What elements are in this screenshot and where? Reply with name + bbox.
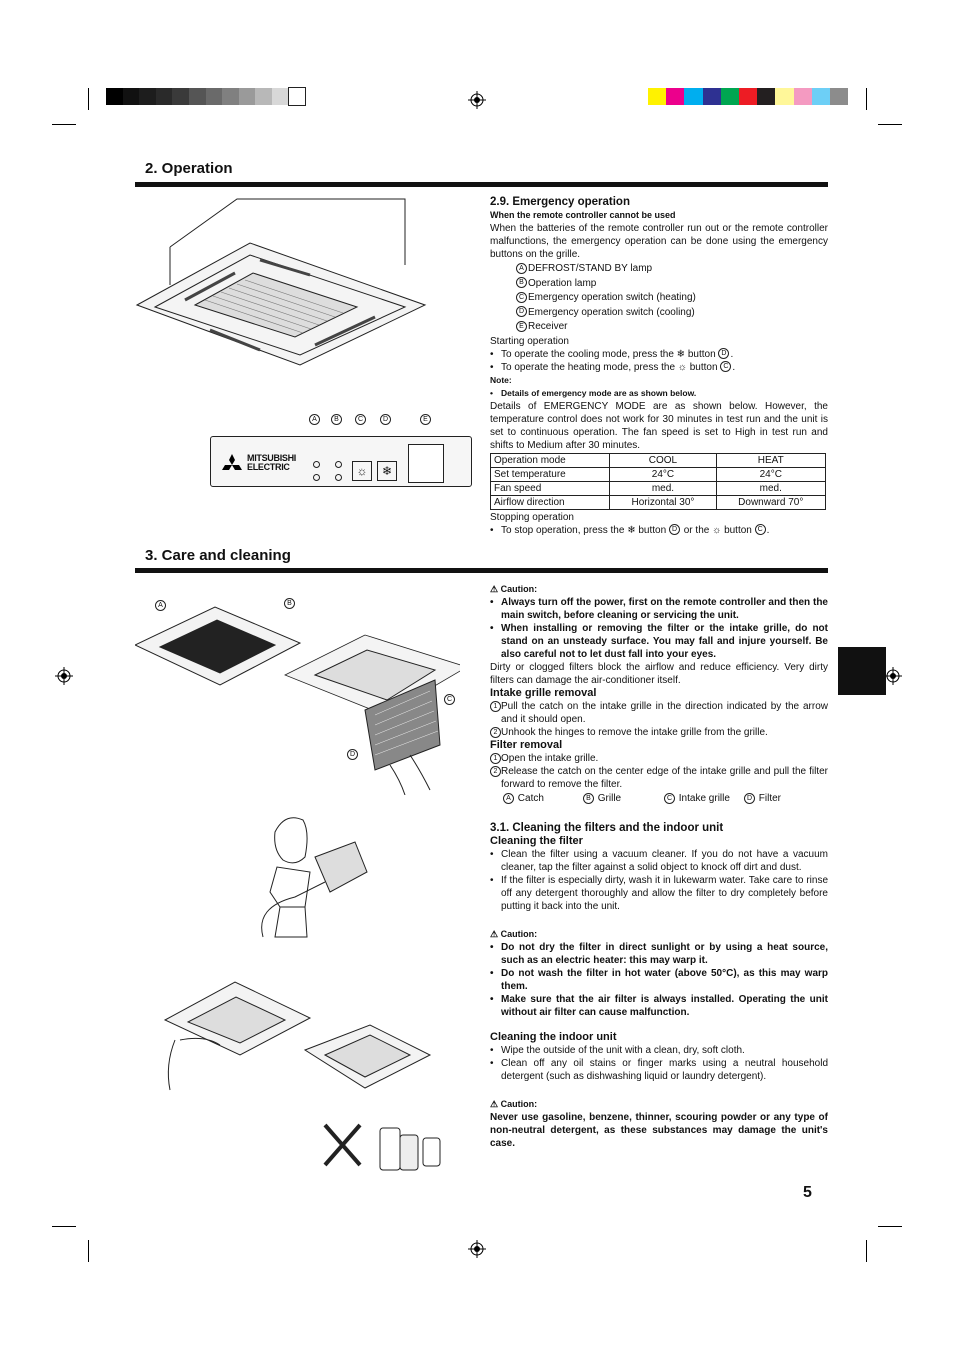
crop-mark [866, 1240, 867, 1262]
section-title-operation: 2. Operation [145, 160, 233, 177]
cool-symbol-icon: ❄ [676, 348, 686, 360]
figure-label-c: C [444, 694, 456, 705]
figure-label-d: D [347, 749, 359, 760]
table-row: Set temperature 24°C 24°C [491, 467, 826, 481]
parts-item: C Intake grille [664, 792, 744, 805]
emergency-cooling-button[interactable]: ❄ [377, 461, 397, 481]
registration-mark-icon [55, 667, 73, 685]
section-title-care-cleaning: 3. Care and cleaning [145, 547, 291, 564]
caution-item: • Always turn off the power, first on the remote controller and then the main switch, before cleaning or servicing the unit. [490, 597, 828, 621]
defrost-lamp-symbol-icon [313, 474, 320, 481]
table-row: Operation mode COOL HEAT [491, 453, 826, 467]
starting-operation-label: Starting operation [490, 335, 569, 347]
caution-item: • Make sure that the air filter is always installed. Operating the unit without air filter can cause malfunction. [490, 994, 828, 1018]
indoor-item: • Wipe the outside of the unit with a clean, dry, soft cloth. [490, 1045, 745, 1056]
emergency-operation-heading: 2.9. Emergency operation [490, 196, 630, 208]
parts-item: A Catch [503, 792, 583, 805]
indoor-item: • Clean off any oil stains or finger marks using a neutral household detergent (such as dishwashing liquid or laundry detergent). [490, 1058, 828, 1082]
crop-mark [878, 124, 902, 125]
color-swatch [757, 88, 775, 105]
panel-label-c: C [355, 414, 367, 425]
legend-item: A DEFROST/STAND BY lamp [516, 262, 828, 277]
color-swatch [684, 88, 702, 105]
intake-step: 2 Unhook the hinges to remove the intake grille from the grille. [490, 726, 828, 739]
registration-mark-icon [468, 1240, 486, 1258]
panel-label-a: A [309, 414, 321, 425]
caution-heading: ⚠ Caution: [490, 1099, 538, 1109]
operation-lamp [335, 461, 342, 468]
legend-item: C Emergency operation switch (heating) [516, 291, 828, 306]
caution-item: • Do not dry the filter in direct sunlight or by using a heat source, such as an electric heater: this may warp it. [490, 942, 828, 966]
crop-mark [866, 88, 867, 110]
care-cleaning-text [490, 583, 828, 1150]
color-swatch [830, 88, 848, 105]
filter-removal-heading: Filter removal [490, 739, 563, 751]
cleaning-filter-heading: Cleaning the filter [490, 835, 583, 847]
color-swatch [794, 88, 812, 105]
color-swatch [812, 88, 830, 105]
mitsubishi-logo-icon [221, 453, 243, 475]
stopping-operation-label: Stopping operation [490, 511, 574, 523]
cleaning-indoor-heading: Cleaning the indoor unit [490, 1031, 617, 1043]
color-swatch [172, 88, 189, 105]
legend-item: B Operation lamp [516, 277, 828, 292]
caution-heading: ⚠ Caution: [490, 584, 538, 594]
color-swatch [721, 88, 739, 105]
color-swatch [666, 88, 684, 105]
grille-control-panel [210, 436, 472, 487]
color-swatch [775, 88, 793, 105]
panel-label-b: B [331, 414, 343, 425]
defrost-lamp [313, 461, 320, 468]
cleaning-item: • Clean the filter using a vacuum cleaner. If you do not have a vacuum cleaner, tap the filter against a solid object to knock off dirt and dust. [490, 849, 828, 873]
caution-item: • Do not wash the filter in hot water (above 50°C), as this may warp them. [490, 968, 828, 992]
vacuum-cleaning-illustration [255, 812, 370, 942]
color-swatch [289, 88, 306, 105]
section-divider [135, 182, 828, 187]
cool-symbol-icon: ❄ [627, 524, 636, 536]
emergency-legend [490, 262, 828, 335]
crop-mark [88, 88, 89, 110]
section-divider [135, 568, 828, 573]
color-swatch [255, 88, 272, 105]
section-thumb-tab [838, 647, 886, 695]
cleaning-item: • If the filter is especially dirty, wash it in lukewarm water. Take care to rinse off any detergent thoroughly and allow the filter to dry completely before putting it back into the unit. [490, 875, 828, 912]
crop-mark [52, 124, 76, 125]
figure-label-b: B [284, 598, 296, 609]
emergency-operation-text [490, 195, 828, 537]
emergency-heating-button[interactable]: ☼ [352, 461, 372, 481]
registration-mark-icon [884, 667, 902, 685]
figure-label-a: A [155, 600, 167, 611]
filter-step: 2 Release the catch on the center edge of the intake grille and pull the filter forward to remove the filter. [490, 765, 828, 791]
caution-text: Never use gasoline, benzene, thinner, scouring powder or any type of non-neutral detergent, as these substances may damage the unit's case. [490, 1112, 828, 1149]
table-row: Fan speed med. med. [491, 481, 826, 495]
indoor-unit-cleaning-illustration [160, 980, 445, 1175]
filter-removal-illustration [135, 595, 460, 795]
color-swatch [703, 88, 721, 105]
emergency-subheading: When the remote controller cannot be used [490, 210, 676, 220]
note-label: Note: [490, 374, 512, 385]
caution-heading: ⚠ Caution: [490, 929, 538, 939]
warning-triangle-icon: ⚠ [490, 1099, 499, 1109]
color-swatch [239, 88, 256, 105]
crop-mark [88, 1240, 89, 1262]
emergency-intro: When the batteries of the remote controller run out or the remote controller malfunctions, the emergency operation can be done using the emergency buttons on the grille. [490, 223, 828, 260]
brand-name-line1: MITSUBISHI [247, 453, 297, 463]
color-swatch [123, 88, 140, 105]
page-number: 5 [803, 1184, 812, 1201]
heat-symbol-icon: ☼ [712, 524, 722, 536]
note-item: • Details of emergency mode are as shown below. [490, 387, 697, 398]
color-swatch [739, 88, 757, 105]
legend-item: D Emergency operation switch (cooling) [516, 306, 828, 321]
registration-mark-icon [468, 91, 486, 109]
crop-mark [878, 1226, 902, 1227]
brand-name-line2: ELECTRIC [247, 462, 290, 472]
heat-symbol-icon: ☼ [677, 361, 687, 373]
start-cool-item: • To operate the cooling mode, press the ❄ button D . [490, 348, 734, 360]
color-swatch [648, 88, 666, 105]
color-swatch [222, 88, 239, 105]
table-row: Airflow direction Horizontal 30° Downward 70° [491, 495, 826, 509]
stop-item: • To stop operation, press the ❄ button D or the ☼ button C . [490, 524, 770, 536]
warning-triangle-icon: ⚠ [490, 929, 499, 939]
receiver [408, 444, 444, 483]
parts-legend [490, 792, 828, 805]
color-swatch [272, 88, 289, 105]
legend-item: E Receiver [516, 320, 828, 335]
color-swatch [139, 88, 156, 105]
color-swatch [206, 88, 223, 105]
start-heat-item: • To operate the heating mode, press the ☼ button C . [490, 361, 736, 373]
caution-item: • When installing or removing the filter or the intake grille, do not stand on an unsteady surface. You may fall and injure yourself. Be also careful not to let dust fall into your eyes. [490, 623, 828, 660]
cassette-unit-illustration [135, 195, 435, 370]
operation-lamp-symbol-icon [335, 474, 342, 481]
color-swatch [106, 88, 123, 105]
panel-label-e: E [420, 414, 432, 425]
warning-triangle-icon: ⚠ [490, 584, 499, 594]
parts-item: D Filter [744, 792, 781, 805]
parts-item: B Grille [583, 792, 664, 805]
dirty-filters-text: Dirty or clogged filters block the airflow and reduce efficiency. Very dirty filters can damage the air-conditioner itself. [490, 662, 828, 686]
crop-mark [52, 1226, 76, 1227]
emergency-mode-table [490, 453, 826, 510]
color-swatch [156, 88, 173, 105]
color-swatch [189, 88, 206, 105]
intake-step: 1 Pull the catch on the intake grille in the direction indicated by the arrow and it should open. [490, 700, 828, 726]
intake-grille-heading: Intake grille removal [490, 687, 597, 699]
panel-label-d: D [380, 414, 392, 425]
filter-step: 1 Open the intake grille. [490, 752, 828, 765]
cleaning-filters-unit-heading: 3.1. Cleaning the filters and the indoor unit [490, 822, 724, 834]
emergency-details: Details of EMERGENCY MODE are as shown below. However, the temperature control does not work for 30 minutes in test run and the unit is set to continuous operation. The fan speed is set to High in test run and shifts to Medium after 30 minutes. [490, 400, 828, 451]
